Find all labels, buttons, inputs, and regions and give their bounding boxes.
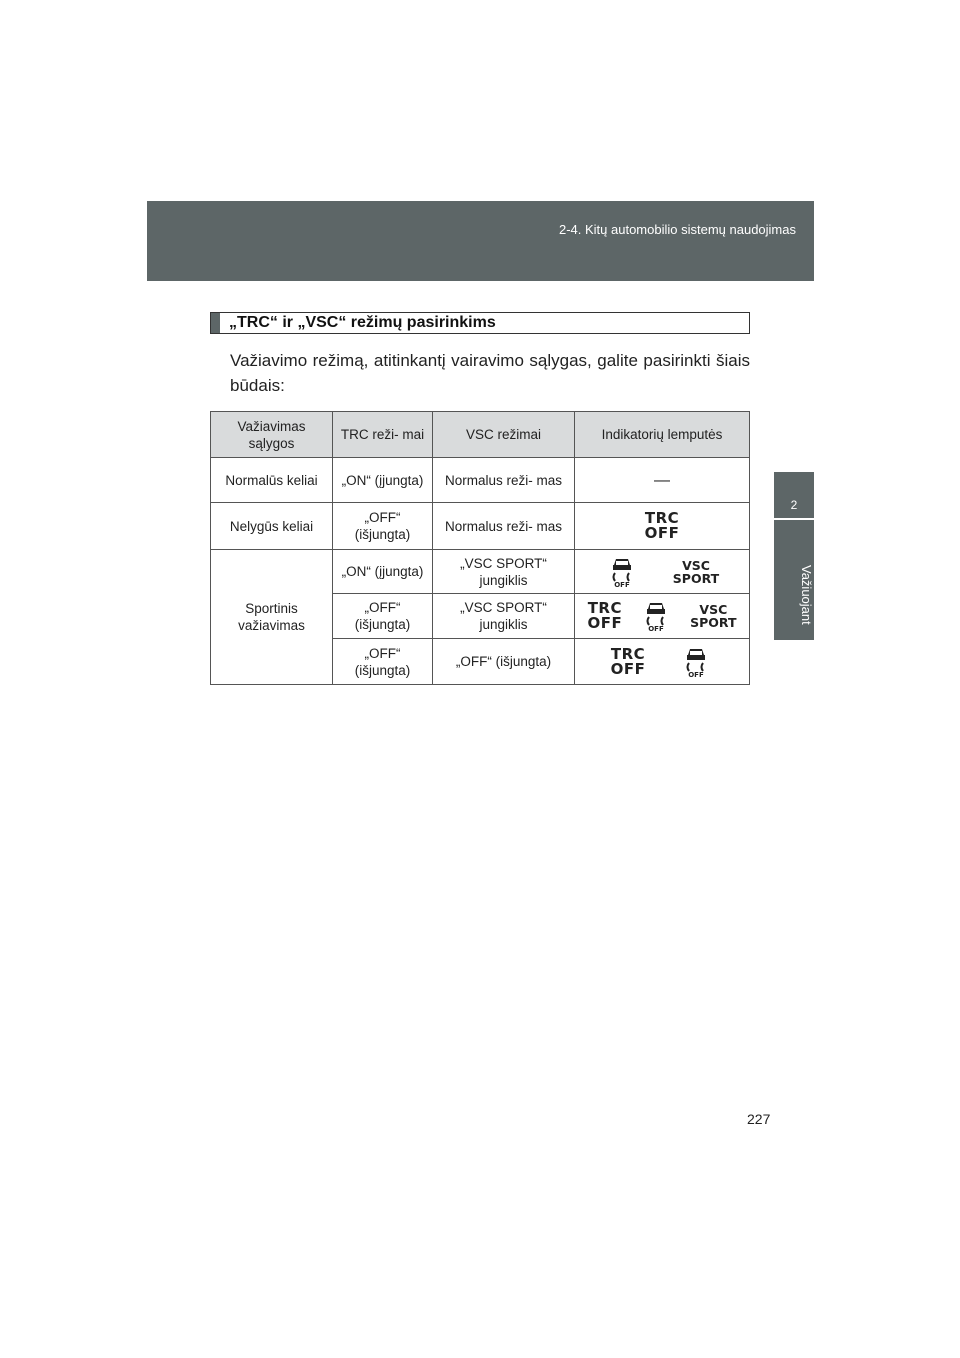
cell-indicator — [575, 458, 750, 503]
cell-indicator — [575, 594, 750, 639]
skid-off-icon — [679, 646, 713, 678]
cell-trc: „OFF“ (išjungta) — [333, 594, 433, 639]
skid-off-icon — [605, 556, 639, 588]
section-title: „TRC“ ir „VSC“ režimų pasirinkims — [229, 314, 496, 331]
cell-vsc: Normalus reži- mas — [433, 458, 575, 503]
vsc-sport-icon: VSC SPORT — [690, 602, 737, 630]
driving-modes-table — [210, 411, 750, 685]
cell-vsc: „OFF“ (išjungta) — [433, 639, 575, 685]
header-condition: Važiavimas sąlygos — [211, 412, 333, 458]
side-tab-label: Važiuojant — [799, 565, 814, 625]
indicator-group — [579, 600, 745, 632]
table-row — [211, 458, 750, 503]
cell-indicator — [575, 503, 750, 550]
indicator-group — [579, 646, 745, 678]
trc-off-icon: TRC OFF — [587, 599, 623, 632]
no-indicator-dash: — — [654, 471, 670, 489]
trc-off-icon: TRC OFF — [644, 509, 680, 542]
cell-vsc: Normalus reži- mas — [433, 503, 575, 550]
side-tab-number: 2 — [774, 472, 814, 518]
table-header-row — [211, 412, 750, 458]
section-heading — [210, 312, 750, 334]
cell-vsc: „VSC SPORT“ jungiklis — [433, 594, 575, 639]
cell-condition: Normalūs keliai — [211, 458, 333, 503]
cell-trc: „OFF“ (išjungta) — [333, 639, 433, 685]
cell-condition: Sportinis važiavimas — [211, 550, 333, 685]
cell-trc: „ON“ (įjungta) — [333, 458, 433, 503]
intro-paragraph: Važiavimo režimą, atitinkantį vairavimo sąlygas, galite pasirinkti šiais būdais: — [230, 351, 750, 395]
header-section-title: 2-4. Kitų automobilio sistemų naudojimas — [558, 222, 796, 237]
table-row — [211, 550, 750, 594]
svg-text:OFF: OFF — [648, 625, 664, 632]
header-band — [147, 201, 814, 281]
table-row — [211, 503, 750, 550]
cell-indicator — [575, 550, 750, 594]
svg-text:OFF: OFF — [688, 670, 705, 678]
cell-trc: „ON“ (įjungta) — [333, 550, 433, 594]
page-number: 227 — [747, 1111, 771, 1127]
heading-bar — [211, 313, 220, 333]
header-indicator: Indikatorių lemputės — [575, 412, 750, 458]
cell-trc: „OFF“ (išjungta) — [333, 503, 433, 550]
header-trc: TRC reži- mai — [333, 412, 433, 458]
indicator-group — [579, 511, 745, 541]
header-vsc: VSC režimai — [433, 412, 575, 458]
indicator-group — [579, 556, 745, 588]
cell-indicator — [575, 639, 750, 685]
cell-vsc: „VSC SPORT“ jungiklis — [433, 550, 575, 594]
vsc-sport-icon: VSC SPORT — [672, 557, 720, 586]
svg-text:OFF: OFF — [614, 580, 630, 588]
skid-off-icon — [639, 600, 673, 632]
cell-condition: Nelygūs keliai — [211, 503, 333, 550]
trc-off-icon: TRC OFF — [610, 644, 646, 678]
